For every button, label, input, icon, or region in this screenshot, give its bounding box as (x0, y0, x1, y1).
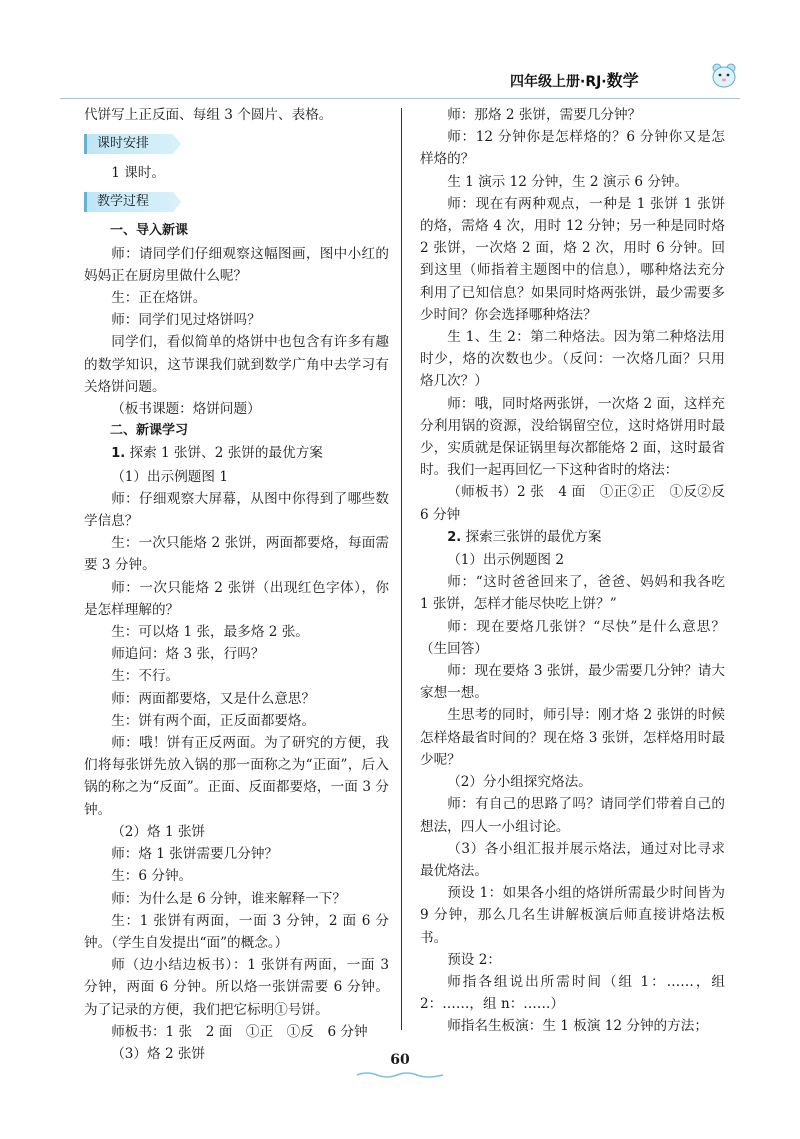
paragraph: 师：现在要烙 3 张饼，最少需要几分钟？请大家想一想。 (420, 663, 725, 702)
paragraph: （3）各小组汇报并展示烙法，通过对比寻求最优烙法。 (420, 840, 725, 879)
paragraph: 师：那烙 2 张饼，需要几分钟？ (447, 107, 642, 123)
heading-explore (84, 442, 389, 465)
paragraph: （师板书）2 张 4 面 ①正②正 ①反②反 6 分钟 (420, 484, 739, 523)
paragraph: （1）出示例题图 2 (447, 552, 564, 569)
paragraph: 师：哦！饼有正反两面。为了研究的方便，我们将每张饼先放入锅的那一面称之为“正面”，后入锅的称之为“反面”。正面、反面都要烙，一面 3 分钟。 (84, 735, 389, 818)
header-rule (60, 98, 740, 99)
paragraph: 师：请同学们仔细观察这幅图画，图中小红的妈妈正在厨房里做什么呢？ (84, 245, 389, 284)
paragraph: 师指名生板演：生 1 板演 12 分钟的方法； (447, 1018, 708, 1035)
paragraph: 师：12 分钟你是怎样烙的？6 分钟你又是怎样烙的？ (420, 129, 725, 168)
paragraph: （1）出示例题图 1 (111, 468, 228, 485)
paragraph: 生：一次只能烙 2 张饼，两面都要烙，每面需要 3 分钟。 (84, 535, 389, 574)
paragraph: 生：1 张饼有两面，一面 3 分钟，2 面 6 分钟。（学生自发提出“面”的概念。） (84, 912, 389, 951)
paragraph: 师：有自己的思路了吗？请同学们带着自己的想法，四人一小组讨论。 (420, 796, 725, 835)
paragraph: 生：6 分钟。 (111, 868, 193, 885)
right-column (420, 104, 739, 1038)
heading-new-lesson: 二、新课学习 (110, 423, 189, 439)
heading-explore-text: 探索 1 张饼、2 张饼的最优方案 (125, 445, 323, 462)
heading-explore-number: 1. (111, 446, 126, 462)
paragraph: 生：不行。 (111, 668, 180, 685)
paragraph: 生：饼有两个面，正反面都要烙。 (111, 712, 316, 729)
heading-import: 一、导入新课 (110, 223, 189, 239)
materials-text: 代饼写上正反面、每组 3 个圆片、表格。 (84, 107, 333, 123)
paragraph: 生思考的同时，师引导：刚才烙 2 张饼的时候怎样烙最省时间的？现在烙 3 张饼，怎样烙用时最少呢？ (420, 707, 725, 768)
paragraph: （2）分小组探究烙法。 (447, 774, 592, 791)
column-divider (401, 108, 402, 1030)
paragraph: （板书课题：烙饼问题） (111, 401, 261, 418)
page-number: 60 (390, 1052, 410, 1068)
bear-mascot-icon (708, 60, 740, 90)
paragraph: 师：一次只能烙 2 张饼（出现红色字体），你是怎样理解的？ (84, 579, 389, 618)
paragraph: 预设 2： (447, 951, 501, 968)
paragraph: 生 1 演示 12 分钟，生 2 演示 6 分钟。 (447, 173, 689, 190)
paragraph: 师：同学们见过烙饼吗？ (111, 312, 261, 329)
paragraph: 同学们，看似简单的烙饼中也包含有许多有趣的数学知识，这节课我们就到数学广角中去学习有关烙饼问题。 (84, 334, 389, 395)
paragraph: 生：可以烙 1 张，最多烙 2 张。 (111, 624, 309, 641)
left-column (84, 104, 389, 1065)
paragraph: 师（边小结边板书）：1 张饼有两面，一面 3 分钟，两面 6 分钟。所以烙一张饼需要 6 分钟。为了记录的方便，我们把它标明①号饼。 (84, 957, 389, 1018)
paragraph: 师：为什么是 6 分钟，谁来解释一下？ (111, 890, 346, 907)
paragraph: 师：哦，同时烙两张饼，一次烙 2 面，这样充分利用锅的资源，没给锅留空位，这时烙饼用时最少，实质就是保证锅里每次都能烙 2 面，这时最省时。我们一起再回忆一下这种省时的烙法： (420, 395, 725, 479)
paragraph: 预设 1：如果各小组的烙饼所需最少时间皆为 9 分钟，那么几名生讲解板演后师直接讲烙法板书。 (420, 885, 725, 946)
page-number-wave-icon (355, 1071, 445, 1079)
section-label-schedule: 课时安排 (84, 134, 173, 154)
running-header (500, 66, 740, 92)
paragraph: 师追问：烙 3 张，行吗？ (111, 646, 265, 663)
heading-three-pancakes (420, 526, 725, 549)
paragraph: （3）烙 2 张饼 (111, 1045, 206, 1062)
heading-three-text: 探索三张饼的最优方案 (461, 528, 602, 545)
paragraph: 师：现在有两种观点，一种是 1 张饼 1 张饼的烙，需烙 4 次，用时 12 分钟；另一种是同时烙 2 张饼，一次烙 2 面，烙 2 次，用时 6 分钟。回到这里（师指着主题图中的信息），哪种烙法充分利用了已知信息？如果同时烙两张饼，最少需要多少时间？你会选择哪种烙法？ (420, 195, 725, 323)
paragraph: 师：“这时爸爸回来了，爸爸、妈妈和我各吃 1 张饼，怎样才能尽快吃上饼？” (420, 574, 725, 613)
paragraph: 师板书：1 张 2 面 ①正 ①反 6 分钟 (111, 1023, 368, 1040)
paragraph: 师：烙 1 张饼需要几分钟？ (111, 846, 279, 863)
header-grade: 四年级上册·RJ· (510, 73, 607, 90)
paragraph: （2）烙 1 张饼 (111, 823, 206, 840)
paragraph: 生 1、生 2：第二种烙法。因为第二种烙法用时少，烙的次数也少。（反问：一次烙几面？只用烙几次？） (420, 329, 725, 390)
paragraph: 师：仔细观察大屏幕，从图中你得到了哪些数学信息？ (84, 490, 389, 530)
paragraph: 生：正在烙饼。 (111, 290, 207, 307)
heading-three-number: 2. (447, 529, 462, 545)
paragraph: 师指各组说出所需时间（组 1：……，组 2：……，组 n：……） (420, 973, 725, 1013)
section-label-process: 教学过程 (84, 192, 173, 212)
paragraph: 师：现在要烙几张饼？“尽快”是什么意思？（生回答） (420, 618, 725, 657)
schedule-text: 1 课时。 (111, 165, 165, 182)
header-title (510, 68, 639, 91)
header-subject: 数学 (606, 70, 639, 90)
paragraph: 师：两面都要烙，又是什么意思？ (111, 690, 316, 707)
